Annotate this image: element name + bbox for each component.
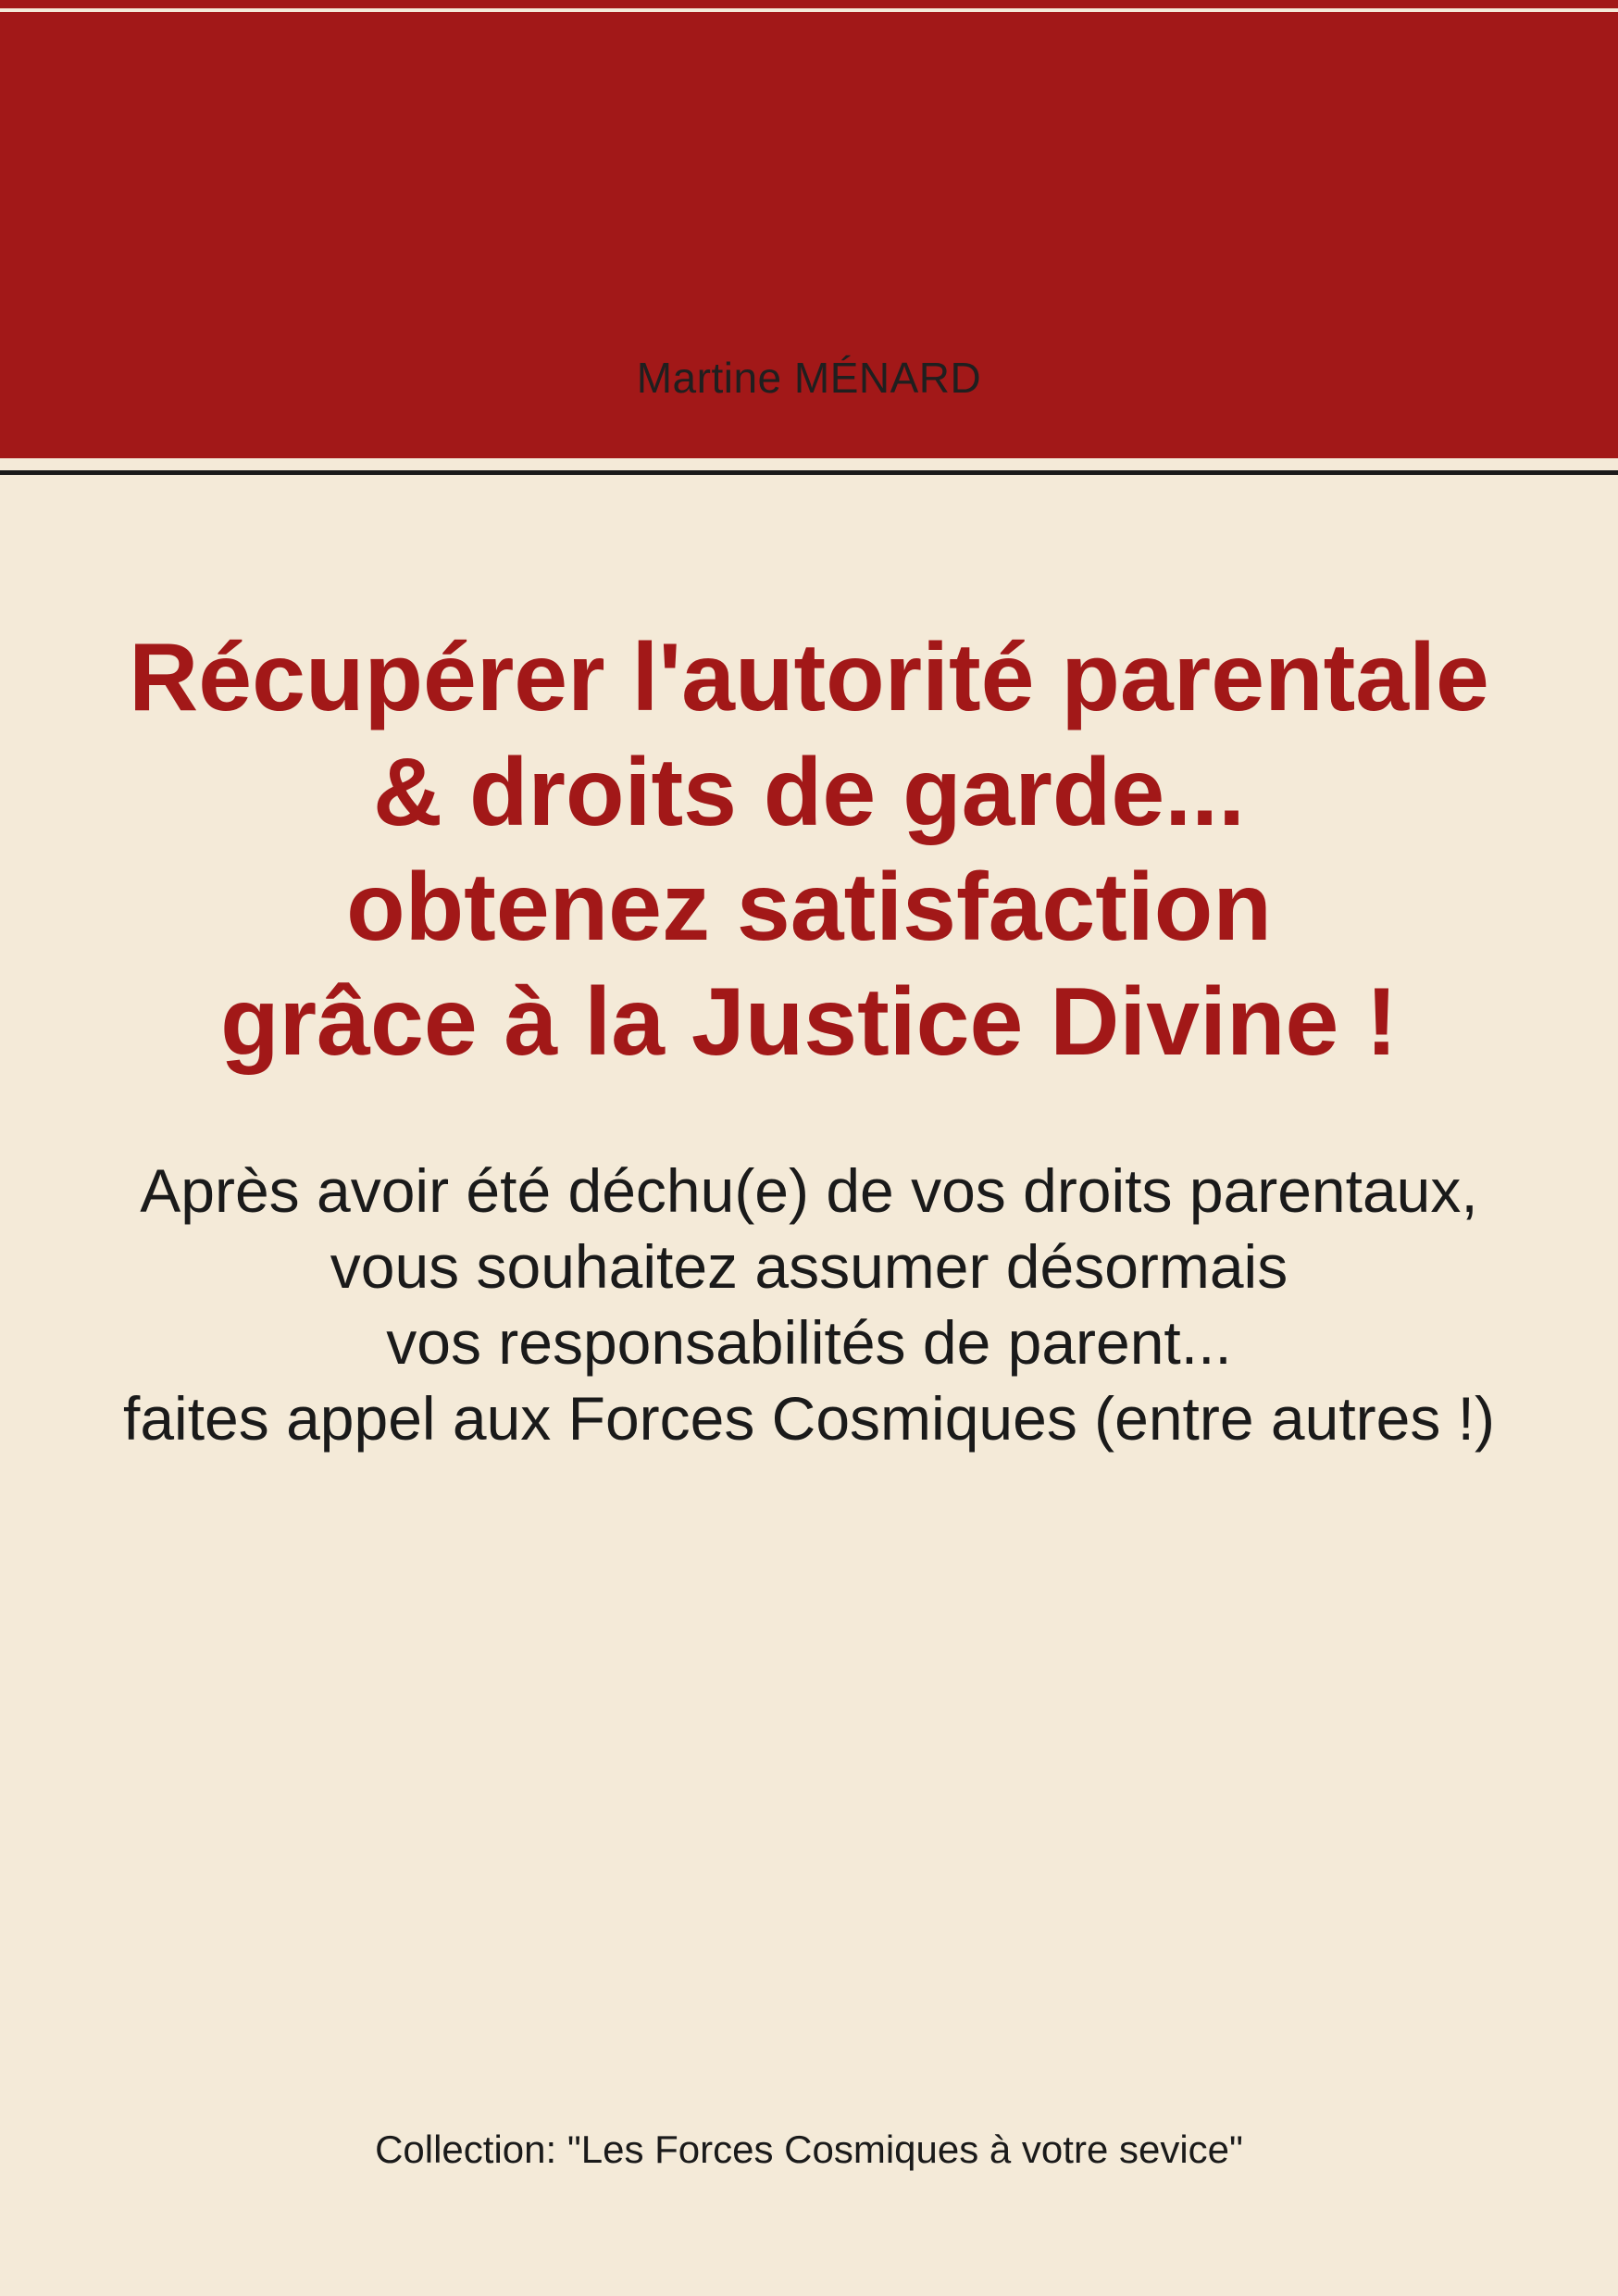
book-title xyxy=(0,620,1618,1079)
subtitle-line-4: faites appel aux Forces Cosmiques (entre autres !) xyxy=(122,1384,1495,1453)
collection-label: Collection: "Les Forces Cosmiques à votre sevice" xyxy=(375,2128,1243,2171)
subtitle-line-1: Après avoir été déchu(e) de vos droits parentaux, xyxy=(140,1156,1478,1225)
title-line-2: & droits de garde... xyxy=(373,739,1245,846)
author-name: Martine MÉNARD xyxy=(636,354,982,402)
subtitle-line-3: vos responsabilités de parent... xyxy=(386,1308,1232,1377)
separator-rule xyxy=(0,470,1618,475)
subtitle-line-2: vous souhaitez assumer désormais xyxy=(330,1232,1288,1301)
title-line-3: obtenez satisfaction xyxy=(346,854,1272,961)
top-thin-line xyxy=(0,8,1618,12)
title-line-1: Récupérer l'autorité parentale xyxy=(129,624,1489,731)
book-subtitle xyxy=(0,1153,1618,1456)
title-line-4: grâce à la Justice Divine ! xyxy=(220,968,1398,1076)
